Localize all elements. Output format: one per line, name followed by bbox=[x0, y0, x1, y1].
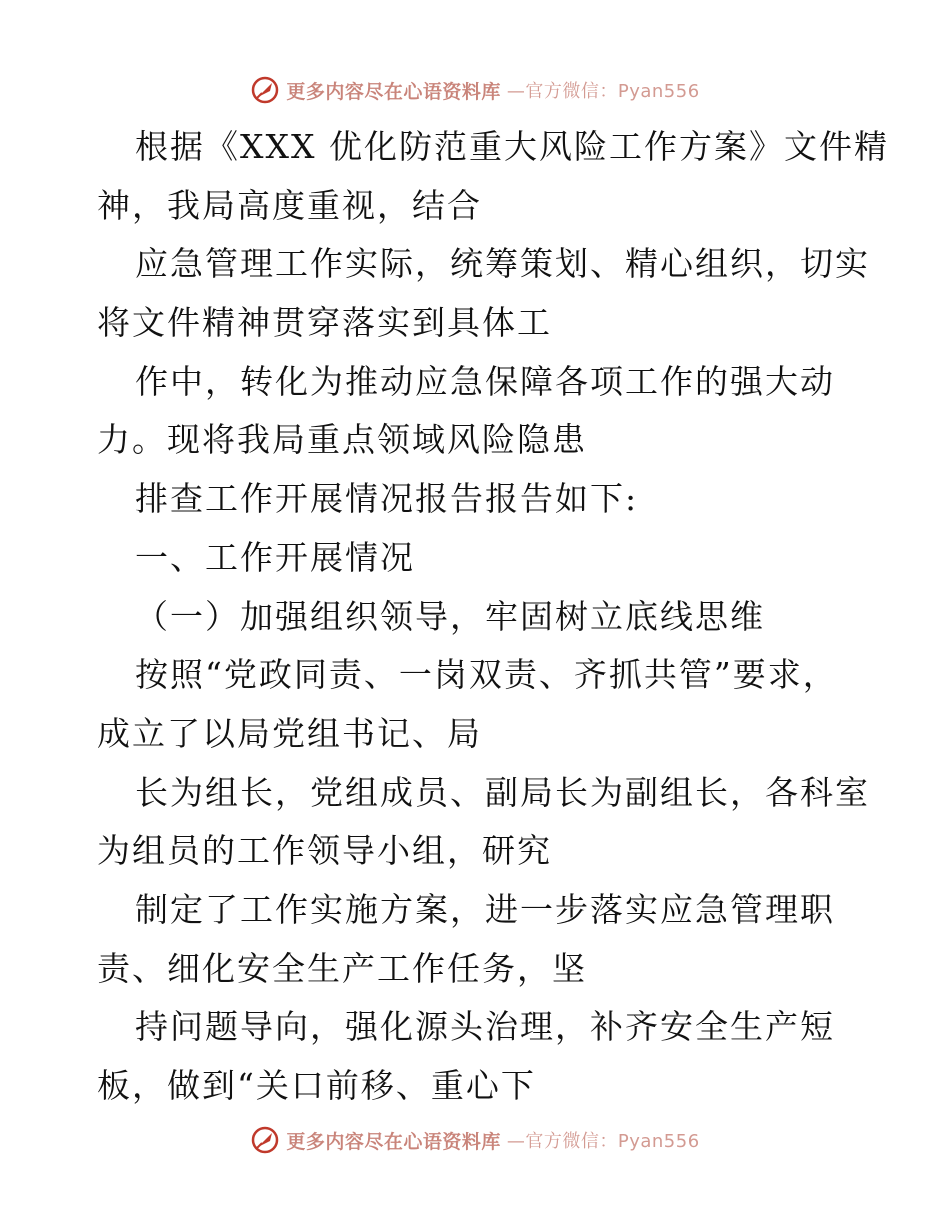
body-line: 将文件精神贯穿落实到具体工 bbox=[97, 303, 552, 343]
body-line: 成立了以局党组书记、局 bbox=[97, 713, 482, 753]
body-line: 作中，转化为推动应急保障各项工作的强大动 bbox=[135, 361, 835, 401]
body-line: 排查工作开展情况报告报告如下: bbox=[135, 479, 639, 519]
document-body bbox=[97, 118, 889, 1116]
banner-main-text: 更多内容尽在心语资料库 bbox=[286, 80, 501, 103]
footer-banner bbox=[0, 1120, 950, 1160]
banner-main-text: 更多内容尽在心语资料库 bbox=[286, 1130, 501, 1153]
body-line: 板，做到“关口前移、重心下 bbox=[97, 1066, 536, 1105]
banner-sub-text: —官方微信：Pyan556 bbox=[506, 1131, 700, 1152]
body-line: 责、细化安全生产工作任务，坚 bbox=[97, 948, 587, 988]
body-line: 制定了工作实施方案，进一步落实应急管理职 bbox=[135, 889, 835, 929]
body-line: 按照“党政同责、一岗双责、齐抓共管”要求， bbox=[135, 655, 838, 695]
subsection-heading: （一）加强组织领导，牢固树立底线思维 bbox=[135, 596, 765, 636]
body-line: 神，我局高度重视，结合 bbox=[97, 185, 482, 225]
quill-logo-icon bbox=[250, 75, 280, 105]
body-line: 长为组长，党组成员、副局长为副组长，各科室 bbox=[135, 772, 870, 812]
body-line: 持问题导向，强化源头治理，补齐安全生产短 bbox=[135, 1007, 835, 1047]
body-line: 为组员的工作领导小组，研究 bbox=[97, 831, 552, 871]
body-line: 力。现将我局重点领域风险隐患 bbox=[97, 420, 587, 460]
body-line: 根据《XXX 优化防范重大风险工作方案》文件精 bbox=[135, 127, 889, 166]
section-heading: 一、工作开展情况 bbox=[135, 537, 415, 577]
header-banner bbox=[0, 70, 950, 110]
body-line: 应急管理工作实际，统筹策划、精心组织，切实 bbox=[135, 244, 870, 284]
banner-sub-text: —官方微信：Pyan556 bbox=[506, 81, 700, 102]
quill-logo-icon bbox=[250, 1125, 280, 1155]
